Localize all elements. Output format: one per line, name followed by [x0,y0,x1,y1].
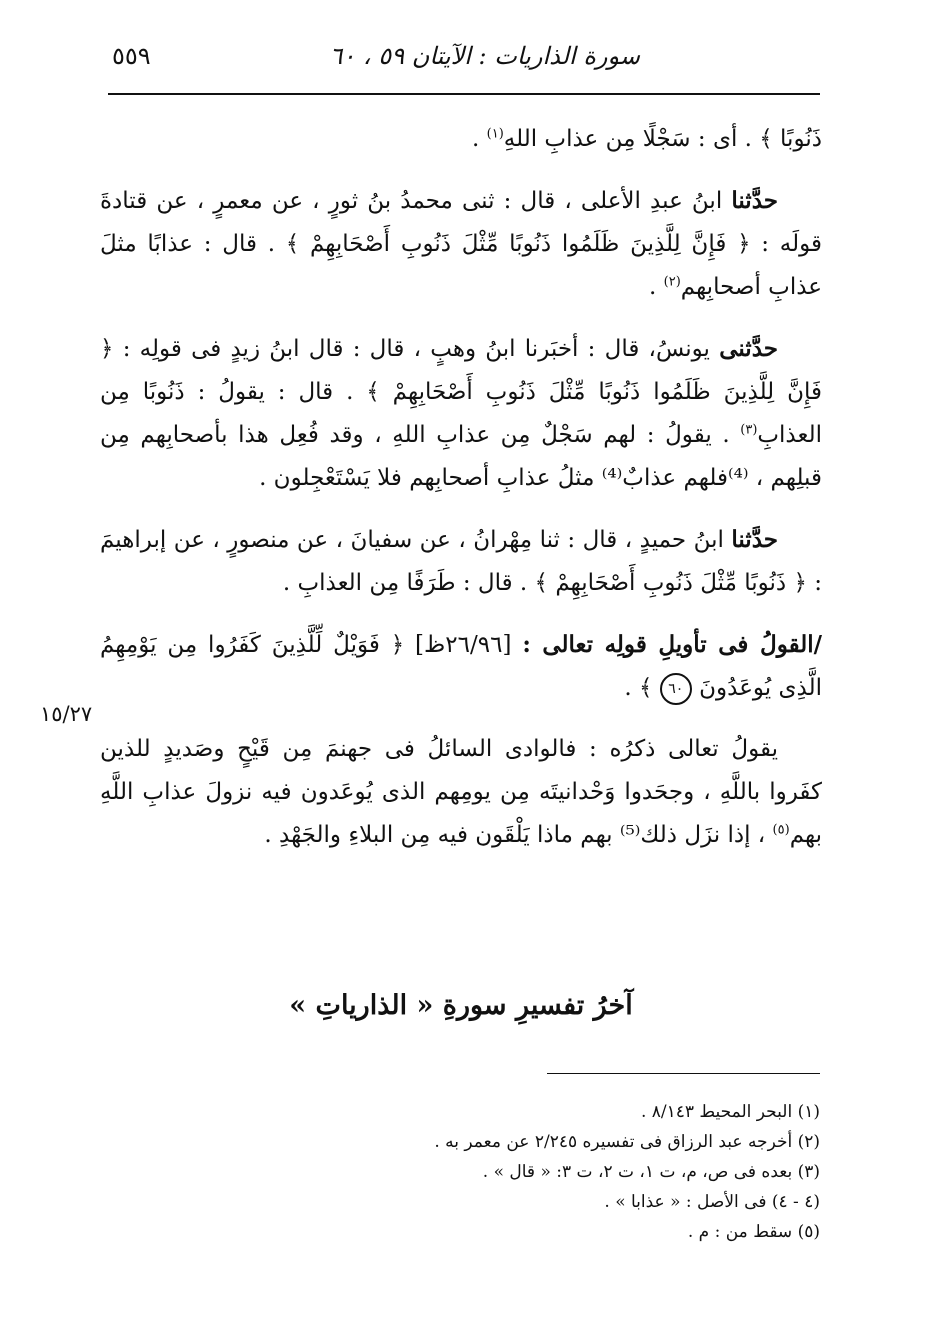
footnote-marker: (٢) [663,274,681,290]
verse-number-medallion: ٦٠ [660,673,692,705]
footnote-marker: (١) [486,126,504,142]
paragraph-text: ذَنُوبًا ﴾ . أى : سَجْلًا مِن عذابِ اللهِ [503,126,822,152]
footnote-rule [547,1073,820,1074]
footnote-marker: (٣) [740,422,758,438]
paragraph-text: ابنُ عبدِ الأعلى ، قال : ثنى محمدُ بنُ ثورٍ ، عن معمرٍ ، عن قتادةَ قولَه : ﴿ فَإِنَّ لِلَّذِينَ ظَلَمُوا ذَنُوبًا مِّثْلَ ذَنُوبِ أَصْحَابِهِمْ ﴾ . قال : عذابًا مثلَ عذابِ أصحابِهم [100,188,822,300]
footnote: (٤ - ٤) فى الأصل : « عذابا » . [604,1192,820,1212]
paragraph-lead: حدَّثنا [731,526,778,553]
paragraph-tail: . [472,126,487,152]
paragraph-tail: . يقولُ : لهم سَجْلٌ مِن عذابِ اللهِ ، وقد فُعِل هذا بأصحابِهم مِن قبلِهم ، ⁽⁴⁾فلهم عذابٌ⁽⁴⁾ مثلُ عذابِ أصحابِهم فلا يَسْتَعْجِلون . [100,422,822,491]
footnote: (١) البحر المحيط ٨/١٤٣ . [640,1102,820,1122]
paragraph [100,623,822,710]
paragraph-text: يونسُ، قال : أخبَرنا ابنُ وهبٍ ، قال : قال ابنُ زيدٍ فى قولِه : ﴿ فَإِنَّ لِلَّذِينَ ظَلَمُوا ذَنُوبًا مِّثْلَ ذَنُوبِ أَصْحَابِهِمْ ﴾ . قال : يقولُ : ذَنُوبًا مِن العذابِ [100,336,822,448]
paragraph-lead: /القولُ فى تأويلِ قولِه تعالى : [522,631,823,658]
surah-closing-title: آخرُ تفسيرِ سورةِ « الذارياتِ » [289,990,633,1021]
paragraph-text: ابنُ حميدٍ ، قال : ثنا مِهْرانُ ، عن سفيانَ ، عن منصورٍ ، عن إبراهيمَ : ﴿ ذَنُوبًا مِّثْلَ ذَنُوبِ أَصْحَابِهِمْ ﴾ . قال : طَرَفًا مِن العذابِ . [100,527,822,596]
main-text [100,118,822,875]
paragraph [100,327,822,500]
paragraph [100,118,822,161]
paragraph-tail: ﴾ . [624,675,660,701]
footnotes [320,1097,820,1247]
paragraph [100,518,822,605]
paragraph-tail: ، إذا نزَل ذلك⁽⁵⁾ بهم ماذا يَلْقَون فيه مِن البلاءِ والجَهْدِ . [264,822,773,848]
paragraph-lead: حدَّثنى [719,335,778,362]
paragraph-text: [٢٦/٩٦ظ] ﴿ فَوَيْلٌ لِّلَّذِينَ كَفَرُوا مِن يَوْمِهِمُ الَّذِى يُوعَدُونَ [100,632,822,701]
footnote: (٥) سقط من : م . [687,1222,820,1242]
paragraph [100,728,822,857]
footnote-marker: (٥) [772,822,790,838]
paragraph [100,179,822,309]
paragraph-text: يقولُ تعالى ذكرُه : فالوادى السائلُ فى جهنمَ مِن قَيْحٍ وصَديدٍ للذين كفَروا باللَّهِ ، وجحَدوا وَحْدانيتَه مِن يومِهم الذى يُوعَدون فيه نزولَ عذابِ اللَّهِ بهم [100,736,822,848]
footnote: (٢) أخرجه عبد الرزاق فى تفسيره ٢/٢٤٥ عن معمر به . [434,1132,820,1152]
margin-reference: ١٥/٢٧ [40,702,93,726]
page-header [108,36,820,90]
paragraph-tail: . [649,274,664,300]
paragraph-lead: حدَّثنا [731,187,778,214]
header-rule [108,93,820,95]
page-number: ٥٥٩ [112,42,151,70]
footnote: (٣) بعده فى ص، م، ت ١، ت ٢، ت ٣: « قال » . [482,1162,820,1182]
running-title: سورة الذاريات : الآيتان ٥٩ ، ٦٠ [329,42,640,70]
